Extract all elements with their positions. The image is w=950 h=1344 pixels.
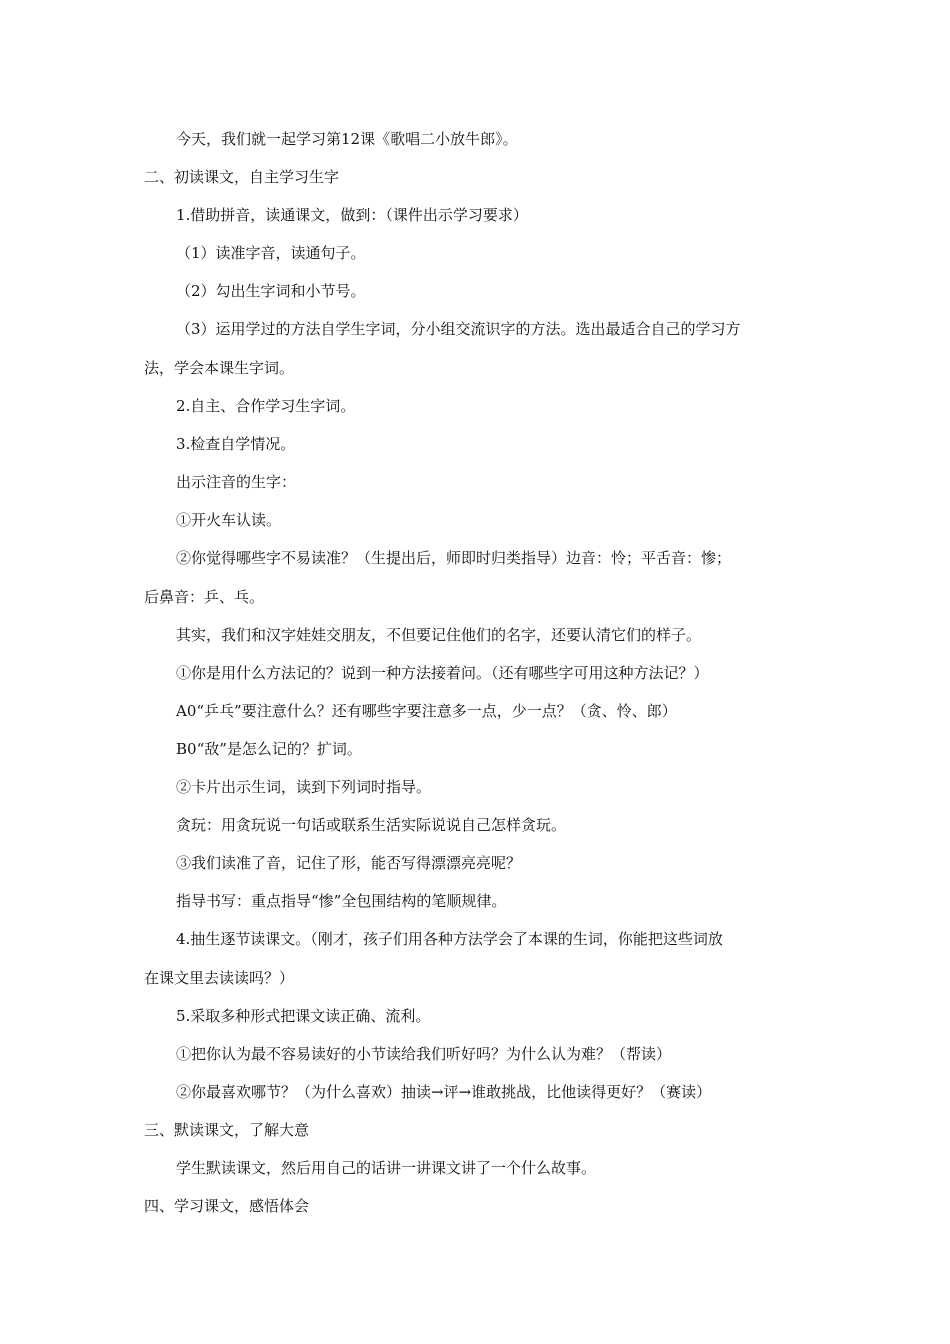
paragraph-cards: ②卡片出示生词，读到下列词时指导。: [176, 778, 432, 796]
paragraph-step-4: 4.抽生逐节读课文。（刚才，孩子们用各种方法学会了本课的生词，你能把这些词放: [176, 930, 723, 948]
paragraph-write-nice: ③我们读准了音，记住了形，能否写得漂漂亮亮呢？: [176, 854, 522, 872]
paragraph-step-1: 1.借助拼音，读通课文，做到：（课件出示学习要求）: [176, 206, 528, 224]
paragraph-train-read: ①开火车认读。: [176, 511, 282, 529]
paragraph-req-3: （3）运用学过的方法自学生字词，分小组交流识字的方法。选出最适合自己的学习方: [176, 320, 741, 338]
paragraph-req-1: （1）读准字音，读通句子。: [176, 244, 366, 262]
paragraph-b0: B0“敌”是怎么记的？扩词。: [176, 740, 362, 758]
paragraph-step-3: 3.检查自学情况。: [176, 435, 296, 453]
paragraph-method: ①你是用什么方法记的？说到一种方法接着问。（还有哪些字可用这种方法记？）: [176, 664, 709, 682]
paragraph-tanwan: 贪玩：用贪玩说一句话或联系生活实际说说自己怎样贪玩。: [176, 816, 567, 834]
paragraph-in-fact: 其实，我们和汉字娃娃交朋友，不但要记住他们的名字，还要认清它们的样子。: [176, 626, 702, 644]
paragraph-show-chars: 出示注音的生字：: [176, 473, 297, 491]
section-heading-3: 三、默读课文，了解大意: [144, 1121, 310, 1139]
section-heading-4: 四、学习课文，感悟体会: [144, 1197, 310, 1215]
paragraph-help-read: ①把你认为最不容易读好的小节读给我们听好吗？为什么认为难？（帮读）: [176, 1045, 672, 1063]
paragraph-req-2: （2）勾出生字词和小节号。: [176, 282, 366, 300]
paragraph-hard-chars: ②你觉得哪些字不易读准？（生提出后，师即时归类指导）边音：怜；平舌音：惨；: [176, 549, 732, 567]
paragraph-silent-read: 学生默读课文，然后用自己的话讲一讲课文讲了一个什么故事。: [176, 1159, 597, 1177]
paragraph-intro: 今天，我们就一起学习第12课《歌唱二小放牛郎》。: [176, 130, 518, 148]
paragraph-step-4-cont: 在课文里去读读吗？）: [144, 969, 295, 987]
paragraph-req-3-cont: 法，学会本课生字词。: [144, 359, 295, 377]
paragraph-step-5: 5.采取多种形式把课文读正确、流利。: [176, 1007, 431, 1025]
paragraph-writing-guide: 指导书写：重点指导“惨”全包围结构的笔顺规律。: [176, 892, 507, 910]
paragraph-race-read: ②你最喜欢哪节？（为什么喜欢）抽读→评→谁敢挑战，比他读得更好？（赛读）: [176, 1083, 712, 1101]
paragraph-a0: A0“乒乓”要注意什么？还有哪些字要注意多一点，少一点？（贪、怜、郎）: [176, 702, 677, 720]
section-heading-2: 二、初读课文，自主学习生字: [144, 168, 340, 186]
paragraph-step-2: 2.自主、合作学习生字词。: [176, 397, 356, 415]
paragraph-hard-chars-cont: 后鼻音：乒、乓。: [144, 588, 265, 606]
